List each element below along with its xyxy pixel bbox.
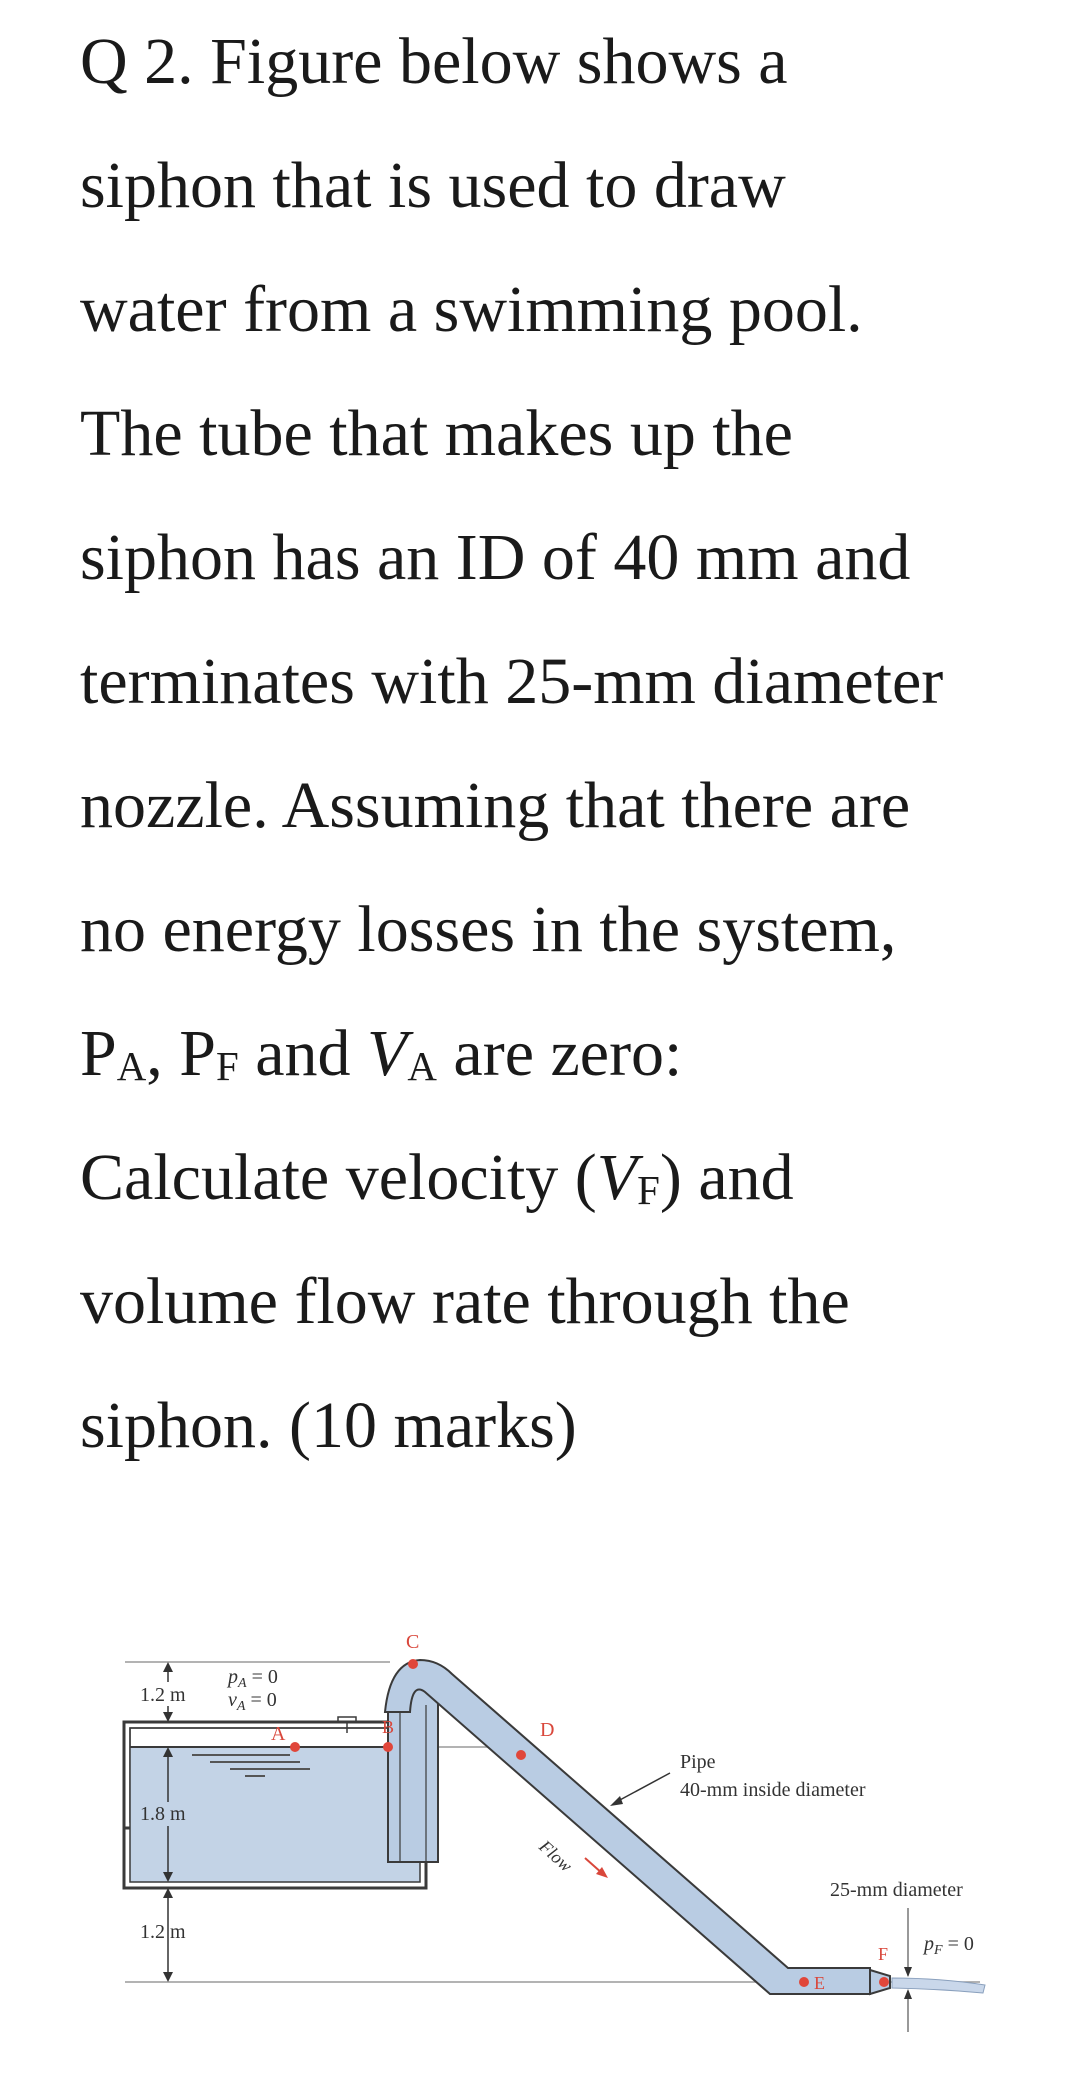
- question-line-1: Q 2. Figure below shows a: [80, 25, 788, 98]
- pa-label-value: = 0: [246, 1666, 278, 1688]
- arrowhead: [904, 1967, 912, 1977]
- pa-label: [226, 1666, 278, 1691]
- point-b-marker: [383, 1742, 393, 1752]
- point-b-label: B: [382, 1717, 395, 1737]
- are-zero-text: are zero:: [436, 1017, 683, 1090]
- pf-label-sub: F: [934, 1943, 943, 1958]
- point-f-label: F: [878, 1944, 889, 1964]
- question-line-8: no energy losses in the system,: [80, 893, 897, 966]
- pa-subscript: A: [116, 1043, 147, 1089]
- valve: [338, 1717, 356, 1722]
- arrowhead: [163, 1972, 173, 1982]
- dim-label-bot: 1.2 m: [140, 1921, 186, 1943]
- question-line-2: siphon that is used to draw: [80, 149, 786, 222]
- pf-subscript: F: [215, 1043, 239, 1089]
- pa-label-symbol: p: [228, 1666, 238, 1688]
- and-text-2: ) and: [659, 1141, 794, 1214]
- and-text: and: [238, 1017, 368, 1090]
- pipe-leader-line: [618, 1773, 670, 1801]
- pa-label-sub: A: [238, 1676, 247, 1691]
- point-c-marker: [408, 1659, 418, 1669]
- point-f-marker: [879, 1977, 889, 1987]
- va-label-value: = 0: [245, 1689, 277, 1711]
- point-e-label: E: [814, 1973, 825, 1993]
- question-line-11: volume flow rate through the: [80, 1265, 850, 1338]
- flow-label: Flow: [535, 1836, 577, 1876]
- pf-label-value: = 0: [942, 1933, 974, 1955]
- pf-label: [922, 1933, 974, 1958]
- va-label: [228, 1689, 277, 1714]
- question-line-7: nozzle. Assuming that there are: [80, 769, 911, 842]
- point-e-marker: [799, 1977, 809, 1987]
- question-line-3: water from a swimming pool.: [80, 273, 863, 346]
- water-jet: [892, 1978, 985, 1993]
- pipe-diameter-label: 40-mm inside diameter: [680, 1779, 866, 1801]
- arrowhead: [163, 1662, 173, 1672]
- point-a-label: A: [271, 1723, 286, 1745]
- pipe-label: Pipe: [680, 1751, 716, 1773]
- va-label-symbol: v: [228, 1689, 237, 1711]
- va-label-sub: A: [236, 1699, 246, 1714]
- siphon-figure: [0, 1590, 1080, 2070]
- dim-label-top: 1.2 m: [140, 1684, 186, 1706]
- point-d-marker: [516, 1750, 526, 1760]
- pipe-leader-arrowhead: [610, 1796, 623, 1806]
- va-subscript: A: [407, 1043, 437, 1089]
- question-line-10: [80, 1116, 1040, 1240]
- comma: ,: [146, 1017, 180, 1090]
- dim-label-mid: 1.8 m: [140, 1803, 186, 1825]
- pf-label-symbol: p: [924, 1933, 934, 1955]
- question-line-9: [80, 992, 1040, 1116]
- arrowhead: [904, 1989, 912, 1999]
- question-line-12: siphon. (10 marks): [80, 1389, 577, 1462]
- siphon-pipe: [385, 1660, 870, 1994]
- pa-symbol: P: [80, 1017, 117, 1090]
- nozzle-label: 25-mm diameter: [830, 1879, 963, 1901]
- calc-text: Calculate velocity (: [80, 1141, 597, 1214]
- va-symbol: V: [367, 1017, 408, 1090]
- pf-symbol: P: [179, 1017, 216, 1090]
- vf-symbol: V: [596, 1141, 638, 1214]
- point-a-marker: [290, 1742, 300, 1752]
- question-line-6: terminates with 25-mm diameter: [80, 645, 944, 718]
- question-line-5: siphon has an ID of 40 mm and: [80, 521, 911, 594]
- question-text: [80, 0, 1040, 1488]
- point-d-label: D: [540, 1719, 555, 1741]
- vf-subscript: F: [637, 1167, 660, 1213]
- point-c-label: C: [406, 1631, 420, 1653]
- question-line-4: The tube that makes up the: [80, 397, 793, 470]
